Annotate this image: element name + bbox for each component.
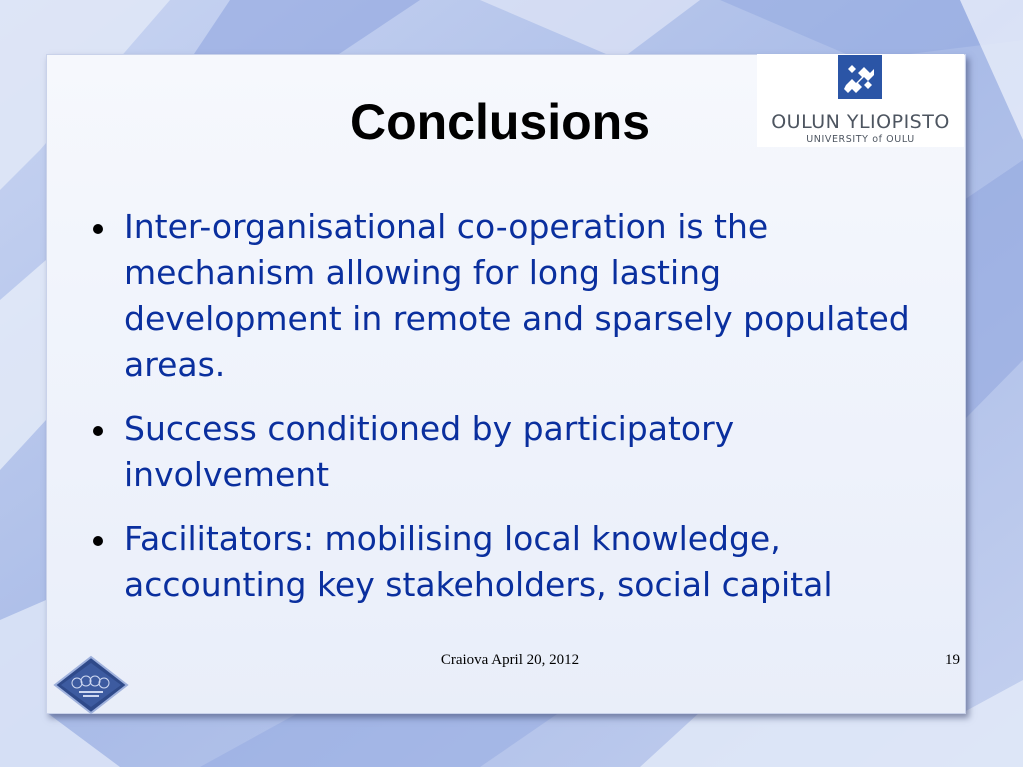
footer-date: Craiova April 20, 2012 <box>440 652 580 668</box>
bullet-item <box>90 204 910 388</box>
bullet-text: Facilitators: mobilising local knowledge, accounting key stakeholders, social capital <box>124 519 833 604</box>
slide-title: Conclusions <box>349 94 651 150</box>
bullet-dot-icon <box>93 426 103 436</box>
bullet-dot-icon <box>93 536 103 546</box>
university-logo <box>757 54 964 147</box>
bullet-item <box>90 516 910 608</box>
page-number: 19 <box>945 652 960 668</box>
bullet-text: Success conditioned by participatory involvement <box>124 409 735 494</box>
bullet-dot-icon <box>93 224 103 234</box>
conference-logo-icon <box>53 655 129 715</box>
bullet-item <box>90 406 910 498</box>
university-name: OULUN YLIOPISTO <box>771 111 950 133</box>
oulu-university-logo-icon <box>838 55 882 99</box>
bullet-list <box>90 204 910 626</box>
bullet-text: Inter-organisational co-operation is the mechanism allowing for long lasting development in remote and sparsely populated areas. <box>124 207 910 384</box>
university-subtitle: UNIVERSITY of OULU <box>806 134 915 145</box>
